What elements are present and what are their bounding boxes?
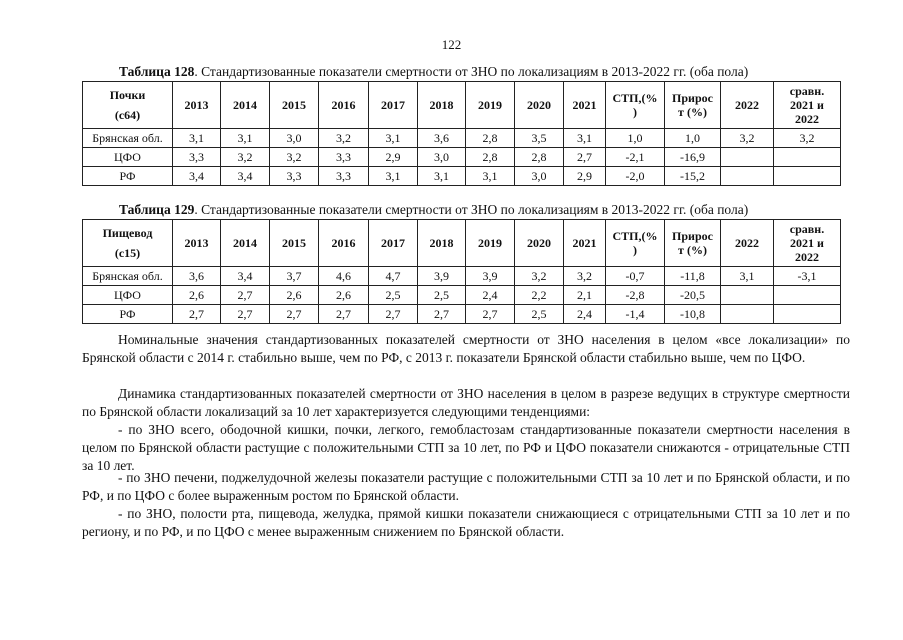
column-header: 2021 [564,82,606,129]
column-header: 2013 [173,82,221,129]
table-cell: -3,1 [774,267,841,286]
table-cell: 2,7 [564,148,606,167]
table-cell: 3,0 [515,167,564,186]
column-header: 2021 [564,220,606,267]
column-header: 2017 [369,82,418,129]
column-header: 2020 [515,82,564,129]
table-cell: 2,7 [270,305,319,324]
table-cell: 2,1 [564,286,606,305]
table-cell: -1,4 [606,305,665,324]
table-cell [774,286,841,305]
table-129-corner-title: Пищевод [102,226,153,240]
table-row [83,286,841,305]
table-cell: 2,7 [319,305,369,324]
paragraph: - по ЗНО печени, поджелудочной железы показатели растущие с положительными СТП за 10 лет и по Брянской области, и по РФ, и по ЦФО с более выраженным ростом по Брянской области. [82,470,850,503]
column-header: 2016 [319,82,369,129]
table-128 [82,81,841,186]
paragraph: - по ЗНО, полости рта, пищевода, желудка, прямой кишки показатели снижающиеся с отрицательными СТП за 10 лет и по региону, и по РФ, и по ЦФО с менее выраженным снижением по Брянской области. [82,506,850,539]
table-cell: 3,7 [270,267,319,286]
table-129-caption-label: Таблица 129 [119,202,195,217]
table-cell: 3,1 [564,129,606,148]
column-header: 2022 [721,82,774,129]
table-cell: 2,7 [221,305,270,324]
table-cell [721,286,774,305]
column-header: 2020 [515,220,564,267]
table-cell: 2,6 [270,286,319,305]
column-header: Прирос т (%) [665,220,721,267]
column-header: 2015 [270,82,319,129]
column-header: 2018 [418,220,466,267]
table-cell: 2,2 [515,286,564,305]
table-cell [774,305,841,324]
table-cell: 3,9 [466,267,515,286]
table-row [83,305,841,324]
page-number: 122 [441,37,462,52]
table-cell: 2,9 [564,167,606,186]
column-header: 2016 [319,220,369,267]
table-128-caption-text: . Стандартизованные показатели смертности от ЗНО по локализациям в 2013-2022 гг. (оба пола) [194,64,749,79]
table-cell [774,167,841,186]
table-cell: 2,5 [515,305,564,324]
column-header: СТП,(% ) [606,220,665,267]
table-128-corner [83,82,173,129]
table-cell: 3,1 [221,129,270,148]
table-cell: 2,6 [173,286,221,305]
paragraph: - по ЗНО всего, ободочной кишки, почки, легкого, гемобластозам стандартизованные показатели смертности населения в целом по Брянской области растущие с положительными СТП за 10 лет, по РФ и ЦФО показатели снижаются - отрицательные СТП за 10 лет. [82,422,850,473]
row-label: Брянская обл. [83,129,173,148]
table-cell: 3,1 [369,167,418,186]
table-cell: 2,7 [466,305,515,324]
table-cell: 3,2 [721,129,774,148]
table-cell: 2,9 [369,148,418,167]
table-row [83,167,841,186]
table-cell: -0,7 [606,267,665,286]
table-cell: 2,7 [418,305,466,324]
table-cell: 3,2 [564,267,606,286]
row-label: ЦФО [83,286,173,305]
column-header: сравн. 2021 и 2022 [774,82,841,129]
table-cell: 3,4 [221,267,270,286]
row-label: РФ [83,167,173,186]
column-header: 2019 [466,220,515,267]
table-cell: 2,7 [173,305,221,324]
table-row [83,267,841,286]
column-header: 2015 [270,220,319,267]
table-cell: 2,4 [564,305,606,324]
table-cell: 2,5 [369,286,418,305]
table-128-corner-code: (с64) [114,108,141,122]
table-cell: 4,6 [319,267,369,286]
table-cell: -11,8 [665,267,721,286]
table-128-caption-label: Таблица 128 [119,64,195,79]
table-cell: -15,2 [665,167,721,186]
table-cell: 3,2 [319,129,369,148]
table-cell: 3,1 [173,129,221,148]
table-cell: -2,1 [606,148,665,167]
table-cell: 3,4 [173,167,221,186]
table-cell: 3,6 [173,267,221,286]
table-128-header-row [83,82,841,129]
table-cell: -2,8 [606,286,665,305]
table-cell: 3,3 [319,148,369,167]
table-cell: 2,5 [418,286,466,305]
table-cell: -20,5 [665,286,721,305]
table-cell: 3,3 [173,148,221,167]
table-cell: 2,6 [319,286,369,305]
table-cell: 3,0 [270,129,319,148]
column-header: 2013 [173,220,221,267]
table-cell: 3,2 [515,267,564,286]
column-header: 2014 [221,220,270,267]
column-header: 2017 [369,220,418,267]
table-129-caption-text: . Стандартизованные показатели смертности от ЗНО по локализациям в 2013-2022 гг. (оба пола) [194,202,749,217]
table-cell [721,167,774,186]
table-cell: 3,2 [270,148,319,167]
table-129-corner-code: (с15) [114,246,141,260]
table-cell: 3,1 [369,129,418,148]
table-cell: 2,8 [515,148,564,167]
paragraph: Номинальные значения стандартизованных показателей смертности от ЗНО населения в целом «все локализации» по Брянской области с 2014 г. стабильно выше, чем по РФ, с 2013 г. показатели Брянской области стабильно выше, чем по ЦФО. [82,332,850,365]
table-cell: 3,3 [319,167,369,186]
table-cell: 3,9 [418,267,466,286]
table-cell: 1,0 [606,129,665,148]
table-cell: 1,0 [665,129,721,148]
table-cell: -16,9 [665,148,721,167]
row-label: ЦФО [83,148,173,167]
table-cell [721,148,774,167]
column-header: Прирос т (%) [665,82,721,129]
row-label: Брянская обл. [83,267,173,286]
table-cell: 3,2 [774,129,841,148]
table-129-header-row [83,220,841,267]
table-cell: 2,7 [369,305,418,324]
table-cell: 2,8 [466,129,515,148]
table-cell [774,148,841,167]
column-header: 2019 [466,82,515,129]
column-header: 2018 [418,82,466,129]
table-cell: 2,4 [466,286,515,305]
table-cell: 2,7 [221,286,270,305]
table-129 [82,219,841,324]
table-129-caption [119,202,748,218]
table-row [83,148,841,167]
column-header: 2014 [221,82,270,129]
column-header: 2022 [721,220,774,267]
table-cell: 3,0 [418,148,466,167]
table-cell: 3,1 [721,267,774,286]
table-128-corner-title: Почки [109,88,146,102]
table-cell: 3,5 [515,129,564,148]
table-cell: 4,7 [369,267,418,286]
table-cell: 3,1 [418,167,466,186]
table-row [83,129,841,148]
paragraph: Динамика стандартизованных показателей смертности от ЗНО населения в целом в разрезе ведущих в структуре смертности по Брянской области локализаций за 10 лет характеризуется следующими тенденциями: [82,386,850,419]
row-label: РФ [83,305,173,324]
table-129-corner [83,220,173,267]
table-cell: 3,2 [221,148,270,167]
table-cell: 2,8 [466,148,515,167]
column-header: СТП,(% ) [606,82,665,129]
table-cell: 3,1 [466,167,515,186]
table-128-caption [119,64,748,80]
table-cell: -2,0 [606,167,665,186]
table-cell: -10,8 [665,305,721,324]
table-cell: 3,6 [418,129,466,148]
table-cell: 3,4 [221,167,270,186]
column-header: сравн. 2021 и 2022 [774,220,841,267]
table-cell [721,305,774,324]
table-cell: 3,3 [270,167,319,186]
